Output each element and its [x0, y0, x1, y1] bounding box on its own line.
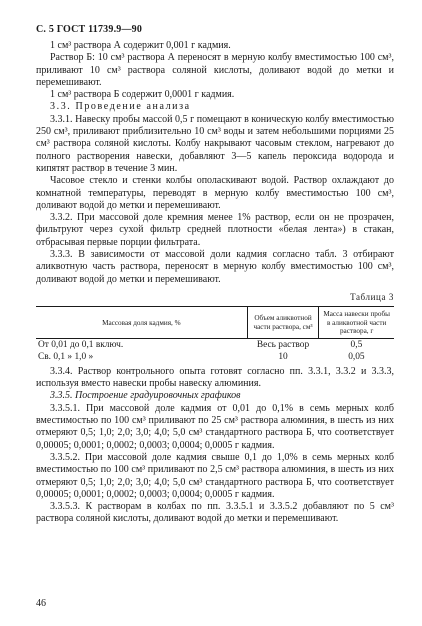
- volume-row-1: Весь раствор: [256, 340, 310, 351]
- clause-3-3-2: 3.3.2. При массовой доле кремния менее 1% раствор, если он не прозрачен, фильтруют через сухой фильтр средней плотности «белая лента») в стакан, отбрасывая первые порции фильтрата.: [36, 212, 394, 248]
- cell-fraction: [36, 339, 247, 364]
- fraction-row-2: Св. 0,1 » 1,0 »: [38, 351, 94, 362]
- cell-volume: [247, 339, 319, 364]
- col-header-volume: Объем аликвотной части раствора, см³: [247, 307, 319, 339]
- mass-row-2: 0,05: [348, 351, 365, 362]
- table-header-row: [36, 307, 394, 339]
- section-3-3-heading: 3.3. Проведение анализа: [50, 101, 191, 113]
- stock-a-content: 1 см³ раствора А содержит 0,001 г кадмия.: [50, 40, 231, 51]
- clause-3-3-3: 3.3.3. В зависимости от массовой доли кадмия согласно табл. 3 отбирают аликвотную часть раствора, переносят в мерную колбу вместимостью 100 см³, доливают водой до метки и перемешивают.: [36, 249, 394, 285]
- stock-b-content: 1 см³ раствора Б содержит 0,0001 г кадмия.: [50, 89, 235, 101]
- volume-row-2: 10: [278, 351, 288, 362]
- solution-b-prep: Раствор Б: 10 см³ раствора А переносят в мерную колбу вместимостью 100 см³, приливают 10 см³ раствора соляной кислоты, доливают водой до метки и перемешивают.: [36, 52, 394, 88]
- col-header-mass: Масса навески пробы в аликвотной части раствора, г: [319, 307, 394, 339]
- page-number: 46: [36, 598, 46, 609]
- cell-mass: [319, 339, 394, 364]
- table-row: [36, 339, 394, 364]
- table-caption: Таблица 3: [350, 291, 394, 302]
- clause-3-3-5-1: 3.3.5.1. При массовой доле кадмия от 0,01 до 0,1% в семь мерных колб вместимостью по 100 см³ приливают по 25 см³ раствора алюминия, в шесть из них отмеряют 0,5; 1,0; 2,0; 3,0; 4,0; 5,0 см³ стандартного раствора Б, что соответствует 0,00005; 0,0001; 0,0002; 0,0003; 0,0004; 0,0005 г кадмия.: [36, 402, 394, 451]
- fraction-row-1: От 0,01 до 0,1 включ.: [38, 340, 124, 351]
- clause-3-3-1: 3.3.1. Навеску пробы массой 0,5 г помещают в коническую колбу вместимостью 250 см³, приливают приблизительно 10 см³ воды и затем небольшими порциями 25 см³ раствора соляной кислоты. Колбу накрывают часовым стеклом, нагревают до полного растворения навески, добавляют 3—5 капель пероксида водорода и кипятят раствор в течение 3 мин.: [36, 113, 394, 174]
- section-3-3-5-heading: 3.3.5. Построение градуировочных графиков: [50, 390, 241, 402]
- clause-3-3-4: 3.3.4. Раствор контрольного опыта готовят согласно пп. 3.3.1, 3.3.2 и 3.3.3, используя вместо навески пробы навеску алюминия.: [36, 365, 394, 390]
- table-3: [36, 306, 394, 364]
- page-header: С. 5 ГОСТ 11739.9—90: [36, 24, 143, 35]
- mass-row-1: 0,5: [350, 340, 363, 351]
- clause-3-3-5-2: 3.3.5.2. При массовой доле кадмия свыше 0,1 до 1,0% в семь мерных колб вместимостью по 100 см³ приливают по 2,5 см³ раствора алюминия, в шесть из них отмеряют 0,5; 1,0; 2,0; 3,0; 4,0; 5,0 см³ стандартного раствора Б, что соответствует 0,00005; 0,0001; 0,0002; 0,0003; 0,0004; 0,0005 г кадмия.: [36, 451, 394, 500]
- paragraphs-top: [36, 40, 394, 286]
- paragraphs-bottom: [36, 366, 394, 526]
- clause-3-3-5-3: 3.3.5.3. К растворам в колбах по пп. 3.3.5.1 и 3.3.5.2 добавляют по 5 см³ раствора соляной кислоты, доливают водой до метки и перемешивают.: [36, 501, 394, 525]
- clause-3-3-1-cont: Часовое стекло и стенки колбы ополаскивают водой. Раствор охлаждают до комнатной температуры, переводят в мерную колбу вместимостью 100 см³, доливают водой до метки и перемешивают.: [36, 175, 394, 211]
- col-header-fraction: Массовая доля кадмия, %: [36, 307, 247, 339]
- page-body: [36, 40, 394, 526]
